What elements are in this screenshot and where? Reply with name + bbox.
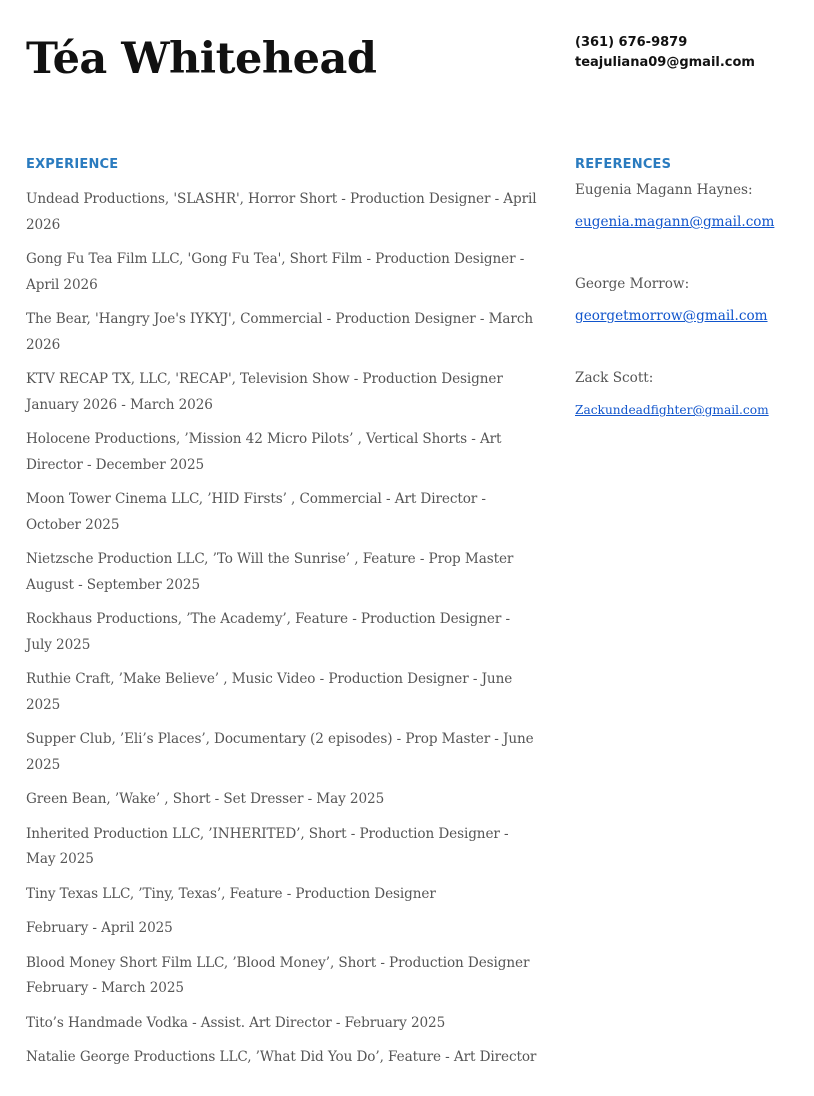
experience-line: Green Bean, ’Wake’ , Short - Set Dresser - May 2025: [26, 791, 385, 807]
experience-line: Supper Club, ’Eli’s Places’, Documentary (2 episodes) - Prop Master - June: [26, 731, 534, 747]
reference-name: Eugenia Magann Haynes:: [575, 182, 753, 198]
reference-item: [575, 366, 805, 423]
experience-item: [26, 307, 541, 358]
phone-number: (361) 676-9879: [575, 35, 688, 50]
experience-line: 2026: [26, 216, 61, 233]
experience-line: August - September 2025: [26, 576, 201, 593]
experience-item: [26, 427, 541, 478]
experience-line: Ruthie Craft, ’Make Believe’ , Music Video - Production Designer - June: [26, 671, 513, 687]
experience-line: Blood Money Short Film LLC, ’Blood Money’, Short - Production Designer: [26, 954, 530, 971]
experience-line: Gong Fu Tea Film LLC, 'Gong Fu Tea', Short Film - Production Designer -: [26, 251, 525, 267]
reference-item: [575, 272, 805, 329]
experience-line: Undead Productions, 'SLASHR', Horror Short - Production Designer - April: [26, 191, 537, 207]
experience-line: May 2025: [26, 851, 94, 867]
contact-email: teajuliana09@gmail.com: [575, 55, 755, 70]
experience-item: [26, 667, 541, 718]
reference-name: George Morrow:: [575, 276, 690, 292]
experience-line: Holocene Productions, ’Mission 42 Micro Pilots’ , Vertical Shorts - Art: [26, 431, 502, 447]
experience-line: February - April 2025: [26, 920, 173, 936]
experience-item: [26, 916, 541, 942]
experience-line: Rockhaus Productions, ’The Academy’, Feature - Production Designer -: [26, 611, 510, 627]
experience-item: [26, 367, 541, 418]
experience-list: [26, 187, 541, 1080]
experience-item: [26, 487, 541, 538]
experience-line: January 2026 - March 2026: [26, 396, 213, 413]
experience-item: [26, 822, 541, 873]
reference-email-link[interactable]: Zackundeadfighter@gmail.com: [575, 403, 769, 417]
experience-line: Director - December 2025: [26, 456, 205, 473]
experience-item: [26, 547, 541, 598]
experience-line: Inherited Production LLC, ’INHERITED’, Short - Production Designer -: [26, 825, 509, 842]
experience-line: Natalie George Productions LLC, ’What Did You Do’, Feature - Art Director: [26, 1049, 537, 1065]
experience-line: Tiny Texas LLC, ’Tiny, Texas’, Feature - Production Designer: [26, 885, 436, 902]
experience-line: Tito’s Handmade Vodka - Assist. Art Director - February 2025: [26, 1014, 446, 1031]
references-heading: REFERENCES: [575, 157, 672, 172]
experience-item: [26, 727, 541, 778]
experience-heading: EXPERIENCE: [26, 157, 119, 172]
experience-item: [26, 951, 541, 1002]
contact-block: [575, 33, 755, 73]
experience-line: 2025: [26, 756, 61, 773]
experience-line: July 2025: [26, 636, 91, 653]
reference-item: [575, 178, 805, 235]
experience-item: [26, 1011, 541, 1037]
experience-item: [26, 187, 541, 238]
reference-name: Zack Scott:: [575, 370, 654, 386]
experience-line: 2025: [26, 696, 61, 713]
experience-item: [26, 882, 541, 908]
experience-line: Nietzsche Production LLC, ’To Will the Sunrise’ , Feature - Prop Master: [26, 551, 514, 567]
reference-email-link[interactable]: eugenia.magann@gmail.com: [575, 214, 775, 230]
experience-item: [26, 1045, 541, 1071]
experience-line: February - March 2025: [26, 980, 184, 996]
experience-line: The Bear, 'Hangry Joe's IYKYJ', Commercial - Production Designer - March: [26, 311, 533, 327]
experience-item: [26, 247, 541, 298]
references-list: [575, 178, 805, 423]
experience-line: Moon Tower Cinema LLC, ’HID Firsts’ , Commercial - Art Director -: [26, 491, 486, 507]
experience-line: April 2026: [26, 276, 98, 293]
experience-line: 2026: [26, 336, 61, 353]
experience-line: October 2025: [26, 516, 120, 533]
reference-email-link[interactable]: georgetmorrow@gmail.com: [575, 308, 768, 324]
resume-name: Téa Whitehead: [26, 34, 377, 84]
experience-line: KTV RECAP TX, LLC, 'RECAP', Television Show - Production Designer: [26, 371, 503, 387]
experience-item: [26, 607, 541, 658]
experience-item: [26, 787, 541, 813]
